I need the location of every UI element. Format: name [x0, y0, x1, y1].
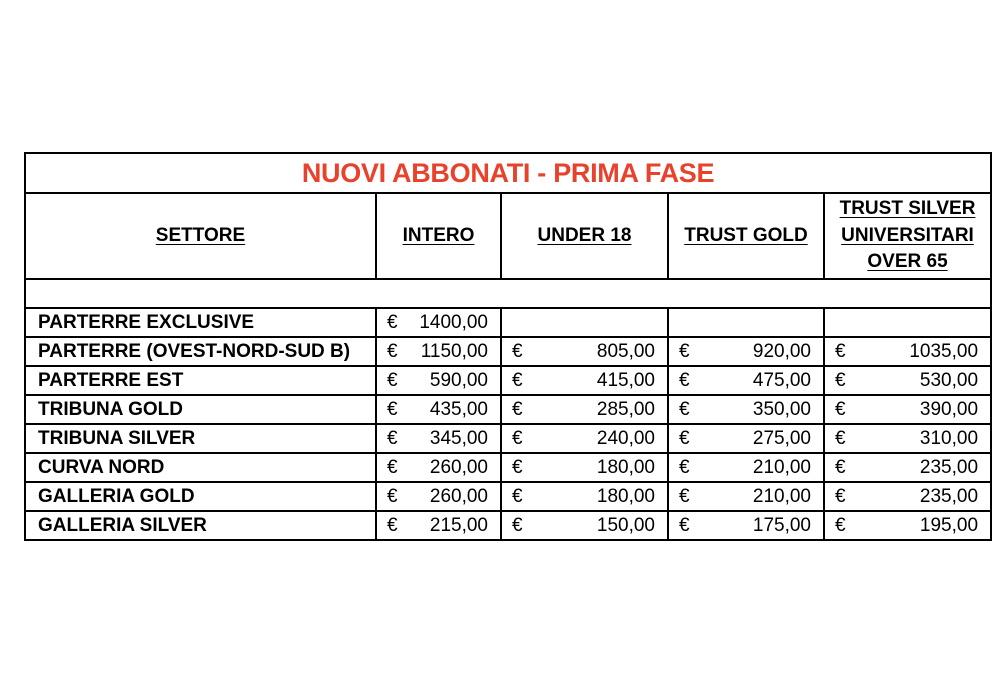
table-row: [25, 511, 991, 540]
price-amount: 210,00: [752, 485, 811, 507]
price-cell-trust-silver: [824, 337, 991, 366]
price-amount: 235,00: [919, 456, 979, 478]
price-cell-trust-silver: [824, 366, 991, 395]
price-cell-intero: [376, 424, 501, 453]
price-cell-trust-silver: [824, 511, 991, 540]
price-amount: 235,00: [919, 485, 979, 507]
table-title-text: NUOVI ABBONATI - PRIMA FASE: [301, 157, 715, 188]
table-title: [25, 153, 991, 193]
currency-symbol: €: [512, 514, 523, 536]
currency-symbol: €: [512, 340, 523, 362]
sector-cell: PARTERRE EST: [25, 366, 376, 395]
spacer-row: [25, 279, 991, 308]
currency-symbol: €: [835, 456, 846, 478]
table-body: [25, 308, 991, 540]
price-cell-under18: [501, 453, 668, 482]
price-amount: 150,00: [596, 514, 655, 536]
header-under18: UNDER 18: [501, 193, 668, 279]
price-amount: 1035,00: [909, 340, 979, 362]
price-cell-intero: [376, 511, 501, 540]
currency-symbol: €: [512, 485, 523, 507]
currency-symbol: €: [387, 427, 398, 449]
price-amount: 805,00: [596, 340, 655, 362]
price-cell-under18: [501, 308, 668, 337]
price-amount: 210,00: [752, 456, 811, 478]
currency-symbol: €: [512, 427, 523, 449]
table-row: [25, 337, 991, 366]
sector-cell: GALLERIA SILVER: [25, 511, 376, 540]
currency-symbol: €: [512, 456, 523, 478]
currency-symbol: €: [387, 340, 398, 362]
header-intero: INTERO: [376, 193, 501, 279]
price-cell-trust-gold: [668, 308, 824, 337]
price-amount: 415,00: [596, 369, 655, 391]
price-cell-under18: [501, 395, 668, 424]
price-cell-intero: [376, 453, 501, 482]
currency-symbol: €: [679, 427, 690, 449]
price-cell-trust-gold: [668, 453, 824, 482]
currency-symbol: €: [512, 398, 523, 420]
price-amount: 310,00: [919, 427, 979, 449]
price-amount: 195,00: [919, 514, 979, 536]
currency-symbol: €: [679, 369, 690, 391]
price-amount: 260,00: [429, 456, 488, 478]
price-amount: 240,00: [596, 427, 655, 449]
price-cell-trust-gold: [668, 511, 824, 540]
price-cell-under18: [501, 337, 668, 366]
table-row: [25, 482, 991, 511]
title-row: [25, 153, 991, 193]
price-cell-trust-gold: [668, 337, 824, 366]
price-amount: 530,00: [919, 369, 979, 391]
price-amount: 215,00: [429, 514, 488, 536]
sector-cell: PARTERRE (OVEST-NORD-SUD B): [25, 337, 376, 366]
price-cell-intero: [376, 395, 501, 424]
currency-symbol: €: [835, 369, 846, 391]
price-cell-intero: [376, 482, 501, 511]
price-amount: 920,00: [752, 340, 811, 362]
table-row: [25, 424, 991, 453]
currency-symbol: €: [512, 369, 523, 391]
currency-symbol: €: [835, 514, 846, 536]
price-cell-intero: [376, 337, 501, 366]
currency-symbol: €: [387, 398, 398, 420]
header-trust-silver-line-1: TRUST SILVER: [839, 198, 976, 220]
currency-symbol: €: [835, 485, 846, 507]
header-trust-silver: [824, 193, 991, 279]
currency-symbol: €: [679, 456, 690, 478]
price-amount: 350,00: [752, 398, 811, 420]
header-trust-silver-line-2: UNIVERSITARI: [841, 224, 974, 246]
header-trust-silver-line-3: OVER 65: [867, 251, 948, 273]
price-cell-trust-gold: [668, 482, 824, 511]
price-cell-under18: [501, 366, 668, 395]
currency-symbol: €: [679, 485, 690, 507]
currency-symbol: €: [387, 514, 398, 536]
currency-symbol: €: [387, 485, 398, 507]
price-cell-under18: [501, 511, 668, 540]
price-amount: 1150,00: [420, 340, 488, 362]
price-cell-intero: [376, 366, 501, 395]
spacer-cell: [25, 279, 991, 308]
header-trust-gold: TRUST GOLD: [668, 193, 824, 279]
price-cell-trust-silver: [824, 308, 991, 337]
currency-symbol: €: [835, 398, 846, 420]
sector-cell: GALLERIA GOLD: [25, 482, 376, 511]
price-amount: 175,00: [752, 514, 811, 536]
table-row: [25, 366, 991, 395]
price-cell-trust-silver: [824, 395, 991, 424]
currency-symbol: €: [387, 369, 398, 391]
price-table: [24, 152, 992, 541]
price-cell-trust-silver: [824, 482, 991, 511]
price-amount: 345,00: [429, 427, 488, 449]
price-cell-trust-gold: [668, 366, 824, 395]
table-row: [25, 395, 991, 424]
currency-symbol: €: [835, 340, 846, 362]
price-cell-trust-gold: [668, 424, 824, 453]
sector-cell: CURVA NORD: [25, 453, 376, 482]
currency-symbol: €: [835, 427, 846, 449]
price-amount: 285,00: [596, 398, 655, 420]
header-settore: SETTORE: [25, 193, 376, 279]
price-cell-intero: [376, 308, 501, 337]
price-amount: 180,00: [596, 456, 655, 478]
price-cell-trust-silver: [824, 453, 991, 482]
sector-cell: TRIBUNA SILVER: [25, 424, 376, 453]
header-row: [25, 193, 991, 279]
price-cell-under18: [501, 424, 668, 453]
price-amount: 1400,00: [419, 311, 488, 333]
price-amount: 475,00: [752, 369, 811, 391]
price-amount: 435,00: [429, 398, 488, 420]
currency-symbol: €: [679, 398, 690, 420]
currency-symbol: €: [679, 514, 690, 536]
sector-cell: TRIBUNA GOLD: [25, 395, 376, 424]
sector-cell: PARTERRE EXCLUSIVE: [25, 308, 376, 337]
price-cell-trust-gold: [668, 395, 824, 424]
table-row: [25, 308, 991, 337]
currency-symbol: €: [679, 340, 690, 362]
price-amount: 180,00: [596, 485, 655, 507]
table-row: [25, 453, 991, 482]
currency-symbol: €: [387, 456, 398, 478]
price-amount: 590,00: [429, 369, 488, 391]
currency-symbol: €: [387, 311, 398, 333]
price-cell-trust-silver: [824, 424, 991, 453]
price-cell-under18: [501, 482, 668, 511]
price-amount: 260,00: [429, 485, 488, 507]
price-amount: 390,00: [919, 398, 979, 420]
price-amount: 275,00: [752, 427, 811, 449]
